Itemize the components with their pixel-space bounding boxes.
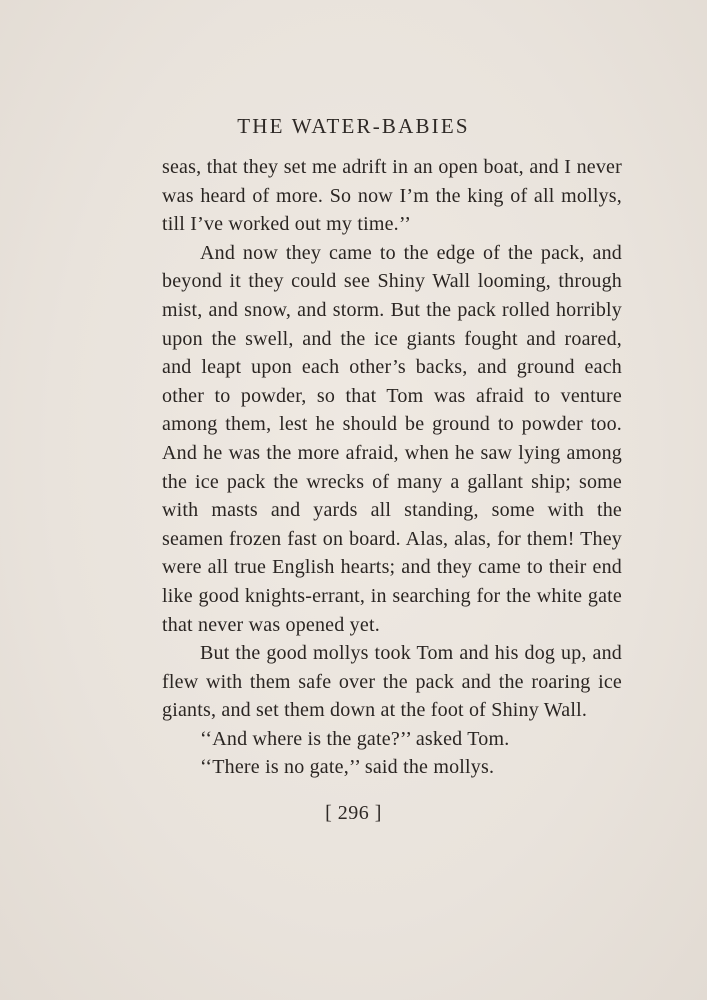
paragraph-continuation: seas, that they set me adrift in an open boat, and I never was heard of more. So now I’m the king of all mollys, till I’ve worked out my time.’’ — [162, 156, 622, 236]
running-head: THE WATER-BABIES — [237, 114, 470, 138]
paragraph: And now they came to the edge of the pack, and beyond it they could see Shiny Wall looming, through mist, and snow, and storm. But the pack rolled horribly upon the swell, and the ice giants fought and roared, and leapt upon each other’s backs, and ground each other to powder, so that Tom was afraid to venture among them, lest he should be ground to powder too. And he was the more afraid, when he saw lying among the ice pack the wrecks of many a gallant ship; some with masts and yards all standing, some with the seamen frozen fast on board. Alas, alas, for them! They were all true English hearts; and they came to their end like good knights-errant, in searching for the white gate that never was opened yet. — [162, 241, 622, 636]
dialogue-line: ‘‘And where is the gate?’’ asked Tom. — [200, 727, 510, 750]
page-number: [ 296 ] — [325, 802, 382, 824]
body-text — [162, 153, 622, 782]
paragraph: But the good mollys took Tom and his dog up, and flew with them safe over the pack and the roaring ice giants, and set them down at the foot of Shiny Wall. — [162, 642, 622, 722]
dialogue-line: ‘‘There is no gate,’’ said the mollys. — [200, 756, 495, 779]
